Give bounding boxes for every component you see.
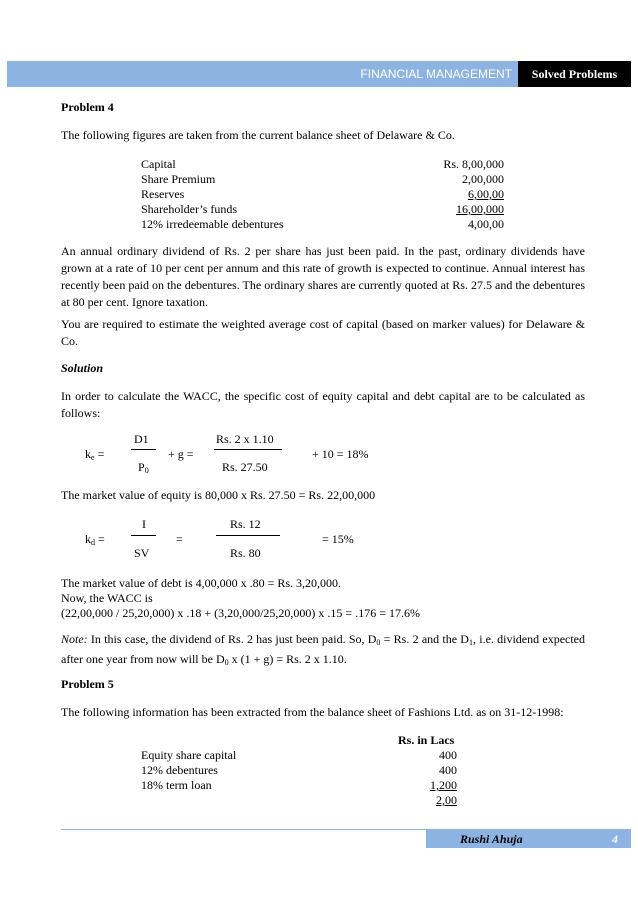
header-section: Solved Problems: [518, 61, 631, 87]
balance-value: 2,00: [436, 793, 457, 807]
ke-fraction-bar-2: [214, 449, 282, 450]
ke-result: + 10 = 18%: [312, 447, 369, 461]
footer-author: Rushi Ahuja: [460, 832, 523, 846]
ke-numerator-2: Rs. 2 x 1.10: [216, 432, 274, 446]
solution-intro: In order to calculate the WACC, the specific cost of equity capital and debt capital are to be calculated as follows:: [61, 389, 585, 420]
balance-label: Reserves: [141, 187, 185, 201]
balance-value: 6,00,00: [468, 187, 504, 201]
balance-value: 400: [439, 748, 457, 762]
balance-label: Shareholder’s funds: [141, 202, 238, 216]
problem4-heading: Problem 4: [61, 100, 114, 114]
balance-row: [141, 778, 457, 793]
kd-fraction-bar: [131, 535, 156, 536]
kd-denominator-2: Rs. 80: [230, 546, 261, 560]
ke-lhs: $k_e$ =: [85, 447, 105, 462]
kd-equals: =: [176, 532, 183, 546]
balance-label: Equity share capital: [141, 748, 237, 762]
kd-numerator-2: Rs. 12: [230, 517, 261, 531]
balance-row: [141, 187, 504, 202]
problem5-heading: Problem 5: [61, 677, 114, 691]
wacc-intro: Now, the WACC is: [61, 591, 153, 605]
wacc-formula: (22,00,000 / 25,20,000) x .18 + (3,20,000/25,20,000) x .15 = .176 = 17.6%: [61, 606, 420, 620]
note: Note: In this case, the dividend of Rs. 2 has just been paid. So, $D_0 = Rs$. 2 and the $D_1$, i.e. dividend expected after one year from now will be $D_0$ x (1 + g) = Rs. 2 x 1.10.: [61, 632, 586, 667]
balance-row: [141, 763, 457, 778]
kd-lhs: $k_d$ =: [85, 532, 105, 547]
ke-numerator: D1: [134, 432, 149, 446]
balance-value: Rs. 8,00,000: [443, 157, 504, 171]
footer-bar: [426, 830, 631, 848]
kd-numerator: I: [142, 517, 146, 531]
balance-value: 400: [439, 763, 457, 777]
balance-label: 12% irredeemable debentures: [141, 217, 284, 231]
balance-label: Capital: [141, 157, 176, 171]
balance-label: Share Premium: [141, 172, 216, 186]
balance-row: [141, 793, 457, 808]
balance-label: 18% term loan: [141, 778, 212, 792]
ke-plus-g: + g =: [168, 447, 194, 461]
balance-row: [141, 217, 504, 232]
balance-row: [141, 172, 504, 187]
debt-value: The market value of debt is 4,00,000 x .80 = Rs. 3,20,000.: [61, 576, 342, 590]
balance-row: [141, 748, 457, 763]
page-number: 4: [612, 832, 618, 846]
balance-value: 16,00,000: [456, 202, 504, 216]
equity-value: The market value of equity is 80,000 x Rs. 27.50 = Rs. 22,00,000: [61, 488, 376, 502]
header-title: FINANCIAL MANAGEMENT: [360, 67, 512, 81]
balance-value: 2,00,000: [462, 172, 504, 186]
balance-value: 4,00,00: [468, 217, 504, 231]
ke-denominator-2: Rs. 27.50: [222, 460, 268, 474]
balance-row: [141, 157, 504, 172]
problem4-intro: The following figures are taken from the current balance sheet of Delaware & Co.: [61, 128, 455, 142]
kd-denominator: SV: [134, 546, 150, 560]
kd-fraction-bar-2: [216, 535, 280, 536]
problem5-intro: The following information has been extracted from the balance sheet of Fashions Ltd. as on 31-12-1998:: [61, 705, 564, 719]
solution-heading: Solution: [61, 361, 104, 375]
balance-row: [141, 202, 504, 217]
balance-label: 12% debentures: [141, 763, 218, 777]
column-header: Rs. in Lacs: [398, 733, 455, 747]
ke-denominator: $P_0$: [138, 460, 149, 475]
ke-fraction-bar: [131, 449, 156, 450]
problem4-task: You are required to estimate the weighted average cost of capital (based on marker values) for Delaware & Co.: [61, 317, 585, 348]
problem4-paragraph: An annual ordinary dividend of Rs. 2 per share has just been paid. In the past, ordinary dividends have grown at a rate of 10 per cent per annum and this rate of growth is expected to continue. Annual interest has recently been paid on the debentures. The ordinary shares are currently quoted at Rs. 27.5 and the debentures at 80 per cent. Ignore taxation.: [61, 244, 585, 309]
balance-value: 1,200: [430, 778, 457, 792]
kd-result: = 15%: [322, 532, 354, 546]
